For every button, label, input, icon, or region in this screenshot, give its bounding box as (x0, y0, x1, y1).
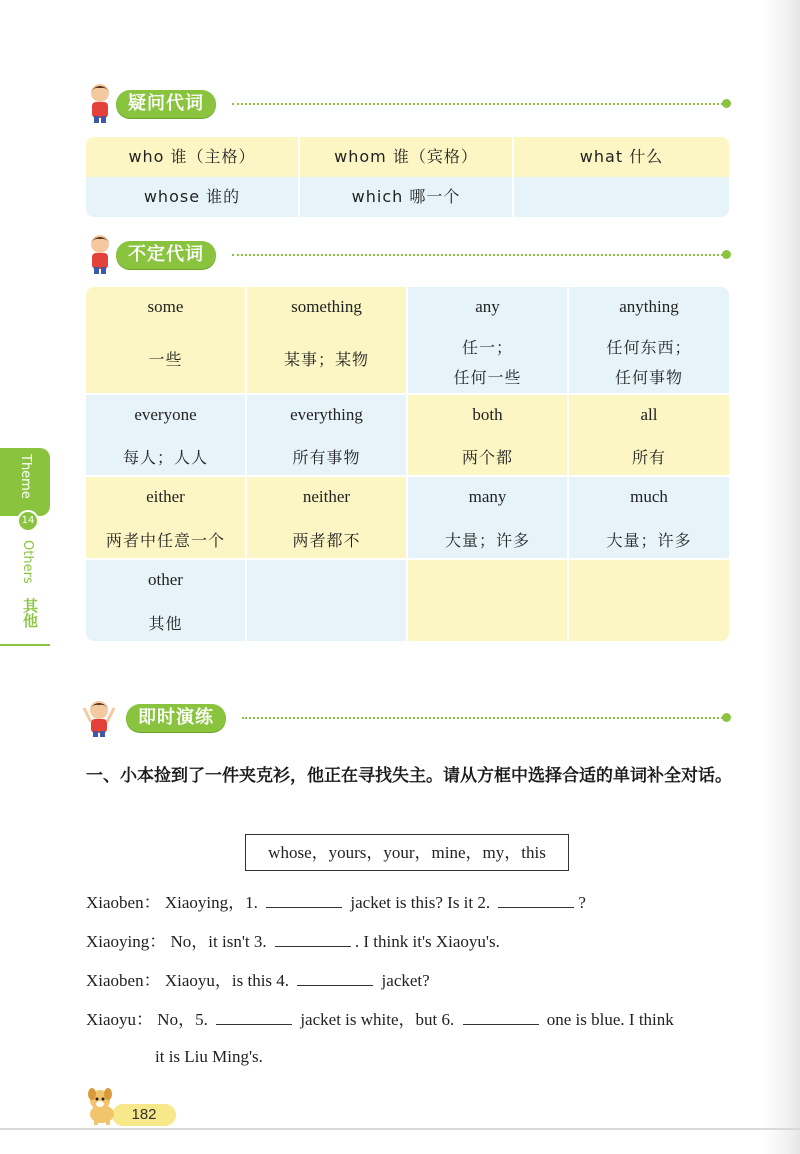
table-cell (514, 177, 729, 217)
table-cell: everything 所有事物 (247, 395, 406, 475)
table-cell: which 哪一个 (300, 177, 512, 217)
table-cell: neither 两者都不 (247, 477, 406, 558)
table-cell: whom 谁（宾格） (300, 137, 512, 177)
table-cell-empty (569, 560, 729, 641)
section-title: 不定代词 (116, 241, 216, 269)
section-header-practice (86, 696, 731, 740)
side-tab-english: Others (20, 540, 35, 584)
table-cell: some 一些 (86, 287, 245, 393)
dotted-divider (232, 254, 723, 256)
dialogue-line: Xiaoben： Xiaoyu，is this 4. jacket? (86, 971, 430, 990)
dialogue-line: Xiaoyu： No，5. jacket is white，but 6. one is blue. I think (86, 1010, 674, 1029)
dialogue-line: Xiaoben： Xiaoying，1. jacket is this? Is it 2. ? (86, 893, 586, 912)
page-number-area (82, 1086, 182, 1126)
table-cell: many 大量；许多 (408, 477, 567, 558)
divider-end-dot (722, 713, 731, 722)
answer-blank-3[interactable] (275, 930, 351, 947)
boy-cheering-icon (82, 696, 116, 738)
answer-blank-1[interactable] (266, 891, 342, 908)
table-cell: everyone 每人；人人 (86, 395, 245, 475)
chapter-side-tab (0, 448, 50, 644)
answer-blank-4[interactable] (297, 969, 373, 986)
speaker: Xiaoying： (86, 932, 167, 951)
indefinite-table (86, 287, 729, 641)
table-cell: what 什么 (514, 137, 729, 177)
boy-icon (86, 82, 116, 124)
side-tab-chinese: 其他 (21, 598, 39, 628)
table-cell: other 其他 (86, 560, 245, 641)
word-bank-box: whose，yours，your，mine，my，this (245, 834, 569, 871)
exercise-instruction: 一、小本捡到了一件夹克衫，他正在寻找失主。请从方框中选择合适的单词补全对话。 (86, 766, 732, 786)
side-tab-underline (0, 644, 50, 646)
table-cell: much 大量；许多 (569, 477, 729, 558)
divider-end-dot (722, 250, 731, 259)
boy-icon (86, 233, 116, 275)
speaker: Xiaoben： (86, 971, 161, 990)
section-title: 疑问代词 (116, 90, 216, 118)
table-cell: both 两个都 (408, 395, 567, 475)
dialogue-line: Xiaoying： No，it isn't 3. . I think it's Xiaoyu's. (86, 932, 500, 951)
dog-icon (82, 1086, 122, 1126)
table-cell: anything 任何东西； 任何事物 (569, 287, 729, 393)
table-cell: all 所有 (569, 395, 729, 475)
speaker: Xiaoyu： (86, 1010, 154, 1029)
section-title: 即时演练 (126, 704, 226, 732)
divider-end-dot (722, 99, 731, 108)
table-cell: something 某事；某物 (247, 287, 406, 393)
answer-blank-6[interactable] (463, 1008, 539, 1025)
answer-blank-2[interactable] (498, 891, 574, 908)
side-tab-number: 14 (17, 510, 39, 532)
table-cell-empty (247, 560, 406, 641)
page-bottom-line (0, 1128, 800, 1130)
table-cell: whose 谁的 (86, 177, 298, 217)
page-edge-shadow (762, 0, 800, 1154)
interrogative-table (86, 137, 729, 217)
page-number: 182 (112, 1104, 176, 1126)
table-cell: who 谁（主格） (86, 137, 298, 177)
table-cell: any 任一； 任何一些 (408, 287, 567, 393)
table-cell: either 两者中任意一个 (86, 477, 245, 558)
dialogue-continuation: it is Liu Ming's. (155, 1047, 263, 1066)
dotted-divider (232, 103, 723, 105)
table-cell-empty (408, 560, 567, 641)
side-tab-theme: Theme (18, 454, 33, 499)
speaker: Xiaoben： (86, 893, 161, 912)
dotted-divider (242, 717, 723, 719)
section-header-indefinite (86, 233, 731, 277)
answer-blank-5[interactable] (216, 1008, 292, 1025)
section-header-interrogative (86, 82, 731, 126)
